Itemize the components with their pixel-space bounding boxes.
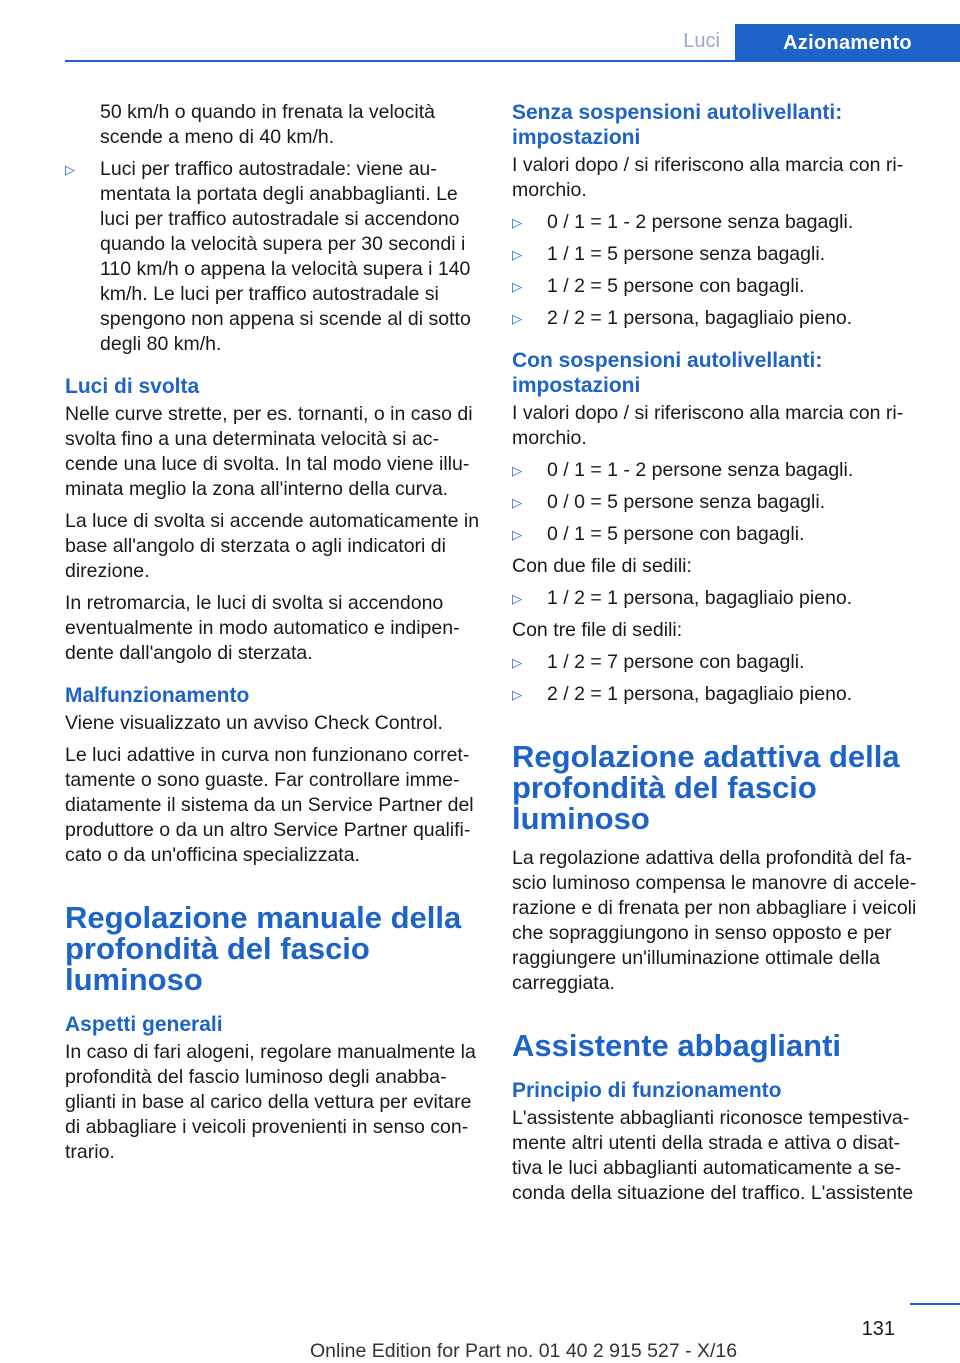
highway-list — [65, 157, 480, 357]
list-item: ▷ 0 / 1 = 1 - 2 persone senza bagagli. — [512, 211, 854, 233]
list-item: ▷ 0 / 1 = 5 persone con bagagli. — [512, 523, 805, 545]
paragraph: I valori dopo / si riferiscono alla marcia con ri-morchio. — [512, 154, 904, 201]
list-item: ▷ 1 / 2 = 7 persone con bagagli. — [512, 651, 805, 673]
tre-list — [512, 650, 927, 707]
triangle-bullet-icon: ▷ — [512, 311, 522, 326]
paragraph: Con due file di sedili: — [512, 555, 692, 577]
heading-malfunzionamento: Malfunzionamento — [65, 684, 250, 707]
paragraph: In caso di fari alogeni, regolare manualmente la profondità del fascio luminoso degli anabba-glianti in base al carico della vettura per evitare di abbagliare i veicoli provenienti in senso con-trario. — [65, 1041, 476, 1163]
header-section: Luci — [683, 30, 720, 52]
triangle-bullet-icon: ▷ — [512, 279, 522, 294]
section-title-manual: Regolazione manuale della profondità del fascio luminoso — [65, 900, 462, 997]
triangle-bullet-icon: ▷ — [65, 162, 75, 177]
heading-senza-sospensioni: Senza sospensioni autolivellanti: impostazioni — [512, 101, 843, 149]
heading-con-sospensioni: Con sospensioni autolivellanti: impostazioni — [512, 349, 823, 397]
list-item: ▷ Luci per traffico autostradale: viene au-mentata la portata degli anabbaglianti. Le luci per traffico autostradale si accendono quando la velocità supera per 30 secondi i 110 km/h o appena la velocità supera i 140 km/h. Le luci per traffico autostradale si spengono non appena si scende al di sotto degli 80 km/h. — [65, 158, 471, 355]
senza-list — [512, 210, 927, 331]
triangle-bullet-icon: ▷ — [512, 463, 522, 478]
triangle-bullet-icon: ▷ — [512, 247, 522, 262]
paragraph: Nelle curve strette, per es. tornanti, o in caso di svolta fino a una determinata velocità si ac-cende una luce di svolta. In tal modo viene illu-minata meglio la zona all'interno della curva. — [65, 403, 473, 500]
paragraph: L'assistente abbaglianti riconosce tempestiva-mente altri utenti della strada e attiva o disat-tiva le luci abbaglianti automaticamente a se-conda della situazione del traffico. L'assistente — [512, 1107, 914, 1204]
triangle-bullet-icon: ▷ — [512, 215, 522, 230]
intro-continuation: 50 km/h o quando in frenata la velocità scende a meno di 40 km/h. — [100, 101, 435, 148]
heading-luci-di-svolta: Luci di svolta — [65, 375, 200, 398]
list-item: ▷ 0 / 0 = 5 persone senza bagagli. — [512, 491, 826, 513]
page-header — [0, 0, 960, 62]
list-item: ▷ 1 / 2 = 5 persone con bagagli. — [512, 275, 805, 297]
list-item: ▷ 2 / 2 = 1 persona, bagagliaio pieno. — [512, 683, 853, 705]
section-title-assistente: Assistente abbaglianti — [512, 1028, 842, 1063]
triangle-bullet-icon: ▷ — [512, 527, 522, 542]
page-number: 131 — [861, 1318, 895, 1340]
paragraph: La luce di svolta si accende automaticamente in base all'angolo di sterzata o agli indicatori di direzione. — [65, 510, 480, 582]
edition-note: Online Edition for Part no. 01 40 2 915 527 - X/16 — [310, 1340, 738, 1362]
paragraph: I valori dopo / si riferiscono alla marcia con ri-morchio. — [512, 402, 904, 449]
right-column — [512, 100, 927, 1213]
paragraph: Viene visualizzato un avviso Check Control. — [65, 712, 443, 734]
left-column — [65, 100, 480, 1172]
section-title-adattiva: Regolazione adattiva della profondità del fascio luminoso — [512, 739, 900, 836]
triangle-bullet-icon: ▷ — [512, 687, 522, 702]
header-rule — [65, 60, 960, 62]
paragraph: In retromarcia, le luci di svolta si accendono eventualmente in modo automatico e indipen-dente dall'angolo di sterzata. — [65, 592, 460, 664]
triangle-bullet-icon: ▷ — [512, 495, 522, 510]
list-item: ▷ 0 / 1 = 1 - 2 persone senza bagagli. — [512, 459, 854, 481]
paragraph: Con tre file di sedili: — [512, 619, 683, 641]
paragraph: La regolazione adattiva della profondità del fa-scio luminoso compensa le manovre di accele-razione e di frenata per non abbagliare i veicoli che sopraggiungono in senso opposto e per raggiungere un'illuminazione ottimale della carreggiata. — [512, 847, 917, 994]
list-item: ▷ 1 / 1 = 5 persone senza bagagli. — [512, 243, 826, 265]
paragraph: Le luci adattive in curva non funzionano corret-tamente o sono guaste. Far controllare imme-diatamente il sistema da un Service Partner del produttore o da un altro Service Partner qualifi-cato o da un'officina specializzata. — [65, 744, 474, 866]
list-item: ▷ 1 / 2 = 1 persona, bagagliaio pieno. — [512, 587, 853, 609]
list-item: ▷ 2 / 2 = 1 persona, bagagliaio pieno. — [512, 307, 853, 329]
triangle-bullet-icon: ▷ — [512, 655, 522, 670]
footer-rule — [910, 1303, 960, 1305]
con-list — [512, 458, 927, 547]
triangle-bullet-icon: ▷ — [512, 591, 522, 606]
heading-principio: Principio di funzionamento — [512, 1079, 782, 1102]
due-list — [512, 586, 927, 611]
header-tab: Azionamento — [735, 24, 960, 62]
heading-aspetti-generali: Aspetti generali — [65, 1013, 223, 1036]
